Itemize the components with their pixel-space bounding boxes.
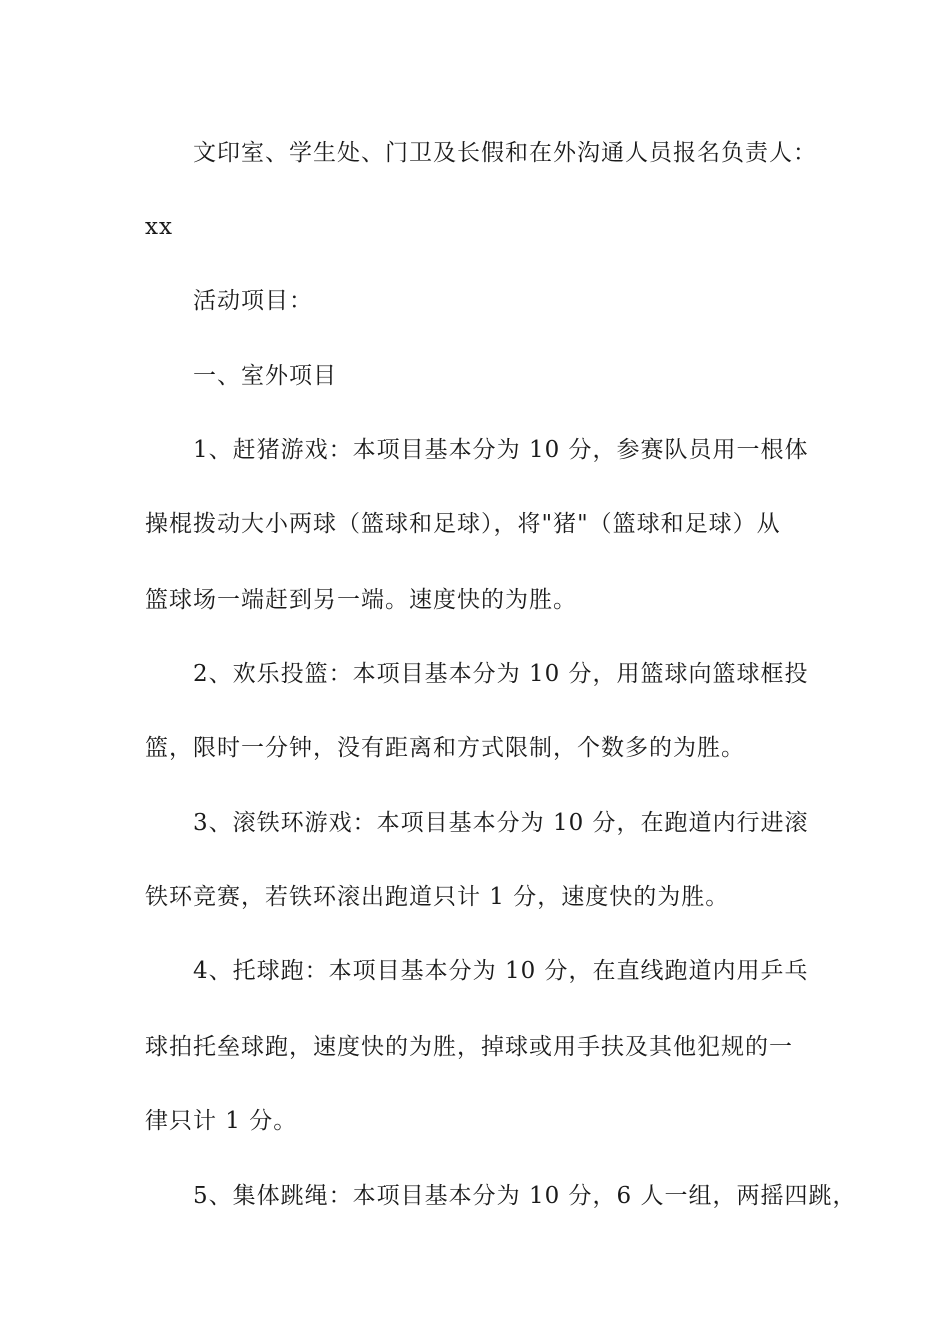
item-4-line-2: 球拍托垒球跑，速度快的为胜，掉球或用手扶及其他犯规的一	[145, 1034, 793, 1060]
item-2-line-2: 篮，限时一分钟，没有距离和方式限制，个数多的为胜。	[145, 735, 745, 761]
item-1-line-3: 篮球场一端赶到另一端。速度快的为胜。	[145, 587, 577, 613]
item-1-line-1: 1、赶猪游戏：本项目基本分为 10 分，参赛队员用一根体	[193, 437, 809, 463]
item-5-line-1: 5、集体跳绳：本项目基本分为 10 分，6 人一组，两摇四跳，	[193, 1183, 857, 1209]
section-heading-outdoor: 一、室外项目	[193, 363, 337, 389]
section-heading-activities: 活动项目：	[193, 288, 313, 314]
text-line-name: xx	[145, 214, 173, 240]
text-line-responsible-person: 文印室、学生处、门卫及长假和在外沟通人员报名负责人：	[193, 140, 817, 166]
item-3-line-2: 铁环竞赛，若铁环滚出跑道只计 1 分，速度快的为胜。	[145, 884, 730, 910]
item-4-line-1: 4、托球跑：本项目基本分为 10 分，在直线跑道内用乒乓	[193, 958, 809, 984]
item-1-line-2: 操棍拨动大小两球（篮球和足球），将"猪"（篮球和足球）从	[145, 511, 781, 537]
item-3-line-1: 3、滚铁环游戏：本项目基本分为 10 分，在跑道内行进滚	[193, 810, 809, 836]
item-2-line-1: 2、欢乐投篮：本项目基本分为 10 分，用篮球向篮球框投	[193, 661, 809, 687]
item-4-line-3: 律只计 1 分。	[145, 1108, 298, 1134]
